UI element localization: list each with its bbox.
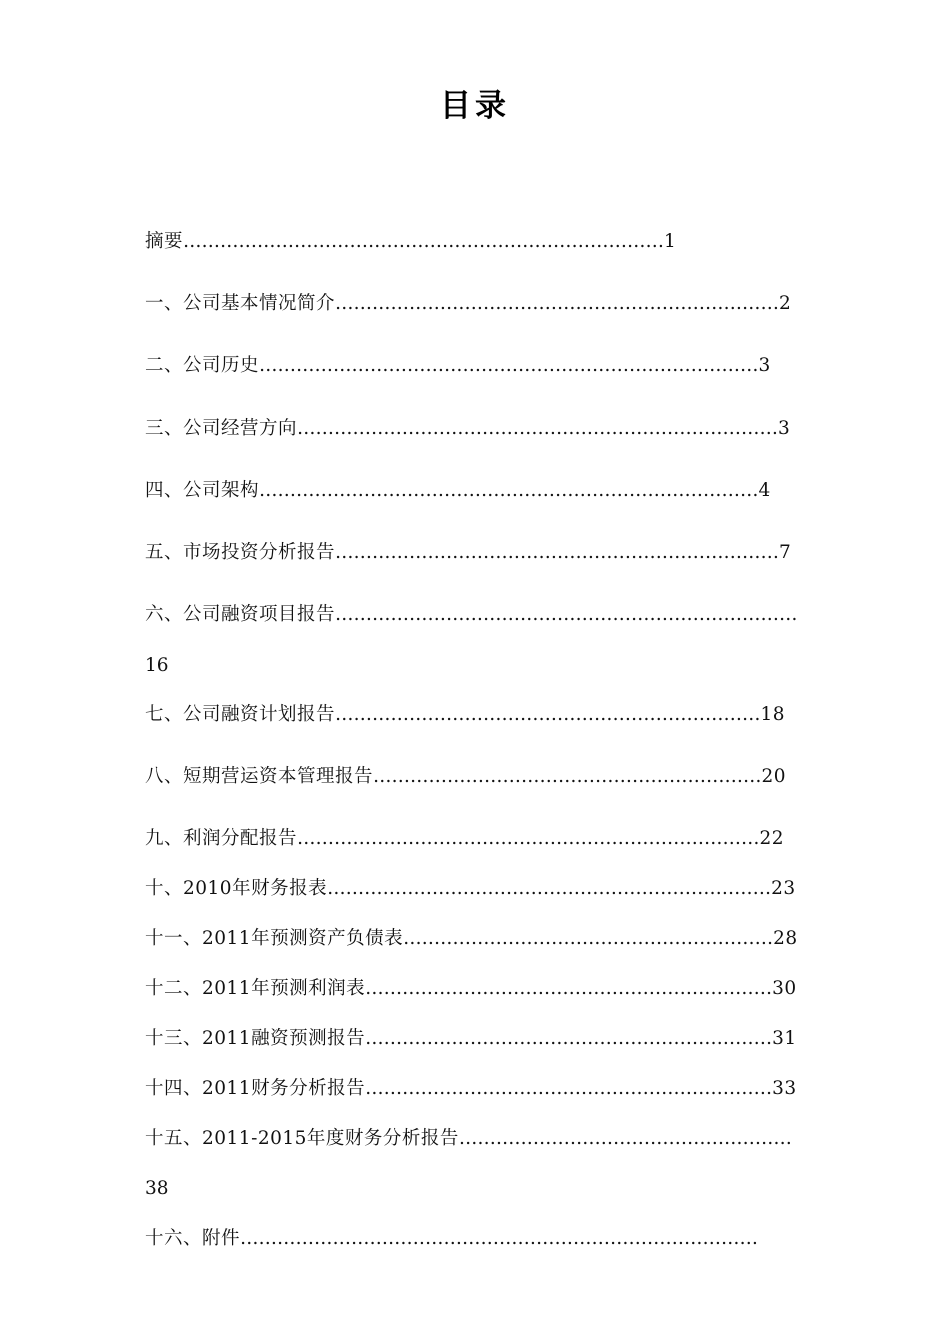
toc-entry-7[interactable]: 七、公司融资计划报告……………………………………………………………18: [145, 704, 786, 725]
toc-entry-11[interactable]: 十一、2011年预测资产负债表……………………………………………………28: [145, 928, 798, 949]
page-title: 目录: [440, 88, 510, 124]
toc-entry-15[interactable]: 十五、2011-2015年度财务分析报告………………………………………………: [145, 1128, 792, 1149]
toc-entry-5[interactable]: 五、市场投资分析报告………………………………………………………………7: [145, 542, 792, 563]
toc-entry-16[interactable]: 十六、附件…………………………………………………………………………: [145, 1228, 759, 1249]
toc-entry-3[interactable]: 三、公司经营方向……………………………………………………………………3: [145, 418, 791, 439]
toc-entry-2[interactable]: 二、公司历史………………………………………………………………………3: [145, 355, 771, 376]
toc-entry-4[interactable]: 四、公司架构………………………………………………………………………4: [145, 480, 771, 501]
toc-entry-14[interactable]: 十四、2011财务分析报告…………………………………………………………33: [145, 1078, 797, 1099]
toc-entry-6[interactable]: 六、公司融资项目报告…………………………………………………………………: [145, 604, 798, 625]
toc-entry-10[interactable]: 十、2010年财务报表………………………………………………………………23: [145, 878, 796, 899]
toc-entry-12[interactable]: 十二、2011年预测利润表…………………………………………………………30: [145, 978, 797, 999]
toc-entry-9[interactable]: 九、利润分配报告…………………………………………………………………22: [145, 828, 785, 849]
toc-entry-abstract[interactable]: 摘要……………………………………………………………………1: [145, 231, 677, 252]
toc-entry-15-page[interactable]: 38: [145, 1178, 169, 1199]
toc-entry-13[interactable]: 十三、2011融资预测报告…………………………………………………………31: [145, 1028, 797, 1049]
toc-entry-6-page[interactable]: 16: [145, 655, 169, 676]
toc-entry-8[interactable]: 八、短期营运资本管理报告………………………………………………………20: [145, 766, 787, 787]
toc-entry-1[interactable]: 一、公司基本情况简介………………………………………………………………2: [145, 293, 792, 314]
